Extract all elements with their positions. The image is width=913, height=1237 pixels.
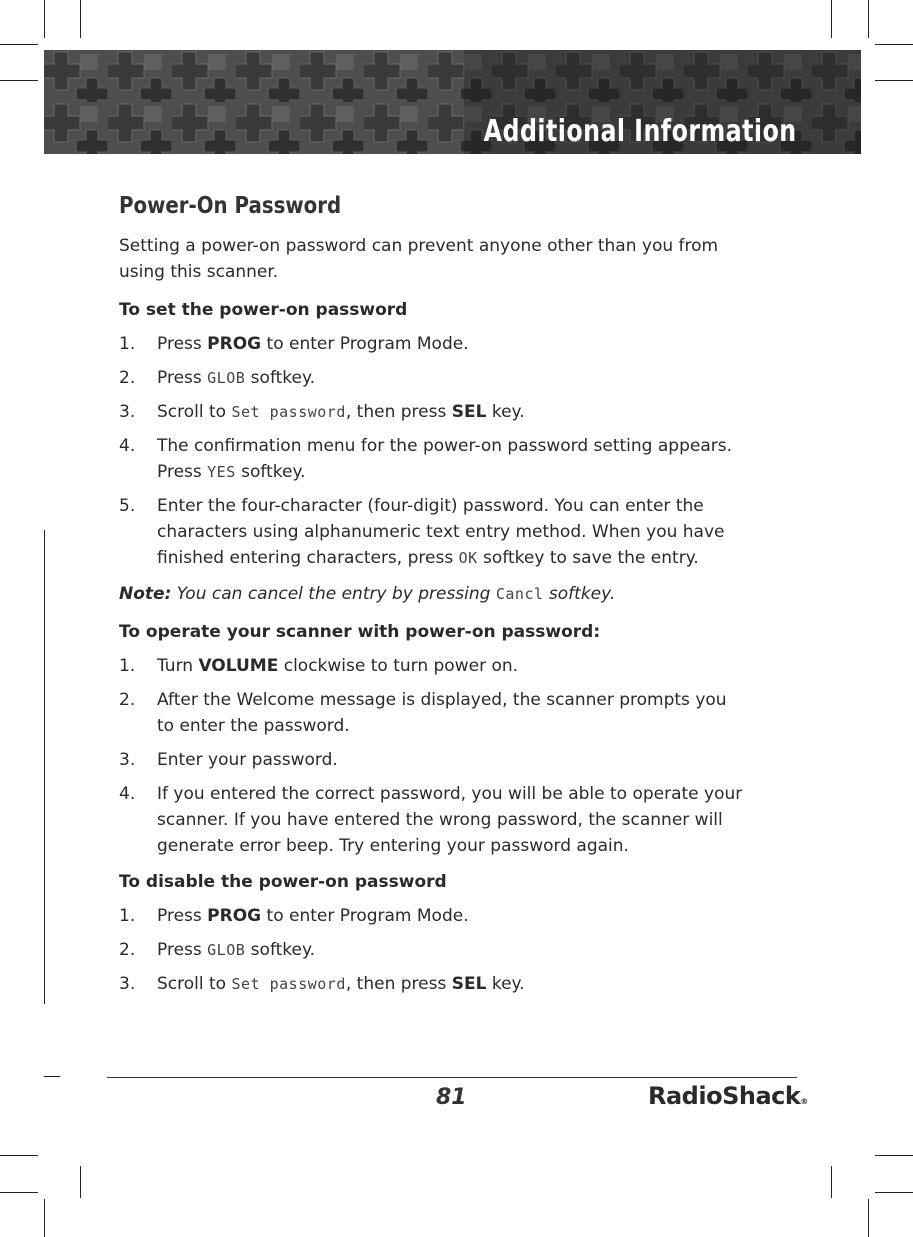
crop-mark	[868, 0, 869, 38]
crop-mark	[875, 44, 913, 45]
section-banner	[44, 50, 861, 154]
list-item: 3. Enter your password.	[119, 750, 338, 770]
list-item: 1. Turn VOLUME clockwise to turn power on.	[119, 656, 519, 676]
crop-mark	[44, 530, 45, 1004]
crop-mark	[831, 0, 832, 38]
footer-divider	[107, 1077, 797, 1078]
list-item: 3. Scroll to Set password, then press SEL key.	[119, 402, 525, 422]
crop-mark	[0, 1192, 38, 1193]
list-item: 2. Press GLOB softkey.	[119, 368, 316, 388]
note: Note: You can cancel the entry by pressing Cancl softkey.	[119, 584, 616, 604]
crop-mark	[831, 1166, 832, 1198]
disable-steps	[119, 903, 749, 997]
list-item: 5. Enter the four-character (four-digit) password. You can enter the characters using alphanumeric text entry method. When you have finished entering characters, press OK softkey to save the entry.	[119, 496, 725, 568]
brand-logo: RadioShack®	[648, 1082, 808, 1110]
crop-mark	[44, 0, 45, 38]
crop-mark	[0, 80, 38, 81]
list-item: 1. Press PROG to enter Program Mode.	[119, 334, 469, 354]
crop-mark	[0, 44, 38, 45]
list-item: 3. Scroll to Set password, then press SEL key.	[119, 974, 525, 994]
set-password-subheading: To set the power-on password	[119, 300, 408, 320]
page-number: 81	[436, 1085, 467, 1110]
crop-mark	[80, 0, 81, 38]
list-item: 2. Press GLOB softkey.	[119, 940, 316, 960]
crop-mark	[875, 1155, 913, 1156]
crop-mark	[875, 1192, 913, 1193]
list-item: 2. After the Welcome message is displayed, the scanner prompts you to enter the password.	[119, 690, 727, 736]
crop-mark	[80, 1166, 81, 1198]
intro-paragraph: Setting a power-on password can prevent anyone other than you from using this scanner.	[119, 236, 719, 282]
crop-mark	[0, 1155, 38, 1156]
operate-subheading: To operate your scanner with power-on password:	[119, 622, 601, 642]
crop-mark	[44, 1076, 60, 1077]
page-heading: Power-On Password	[119, 193, 342, 219]
operate-steps	[119, 653, 749, 859]
list-item: 4. The confirmation menu for the power-on password setting appears. Press YES softkey.	[119, 436, 733, 482]
list-item: 1. Press PROG to enter Program Mode.	[119, 906, 469, 926]
set-password-steps	[119, 331, 749, 571]
crop-mark	[44, 1199, 45, 1237]
crop-mark	[875, 80, 913, 81]
crop-mark	[868, 1199, 869, 1237]
page-content	[119, 193, 749, 1007]
disable-subheading: To disable the power-on password	[119, 872, 447, 892]
section-title: Additional Information	[484, 114, 797, 149]
list-item: 4. If you entered the correct password, you will be able to operate your scanner. If you have entered the wrong password, the scanner will generate error beep. Try entering your password again.	[119, 784, 743, 856]
